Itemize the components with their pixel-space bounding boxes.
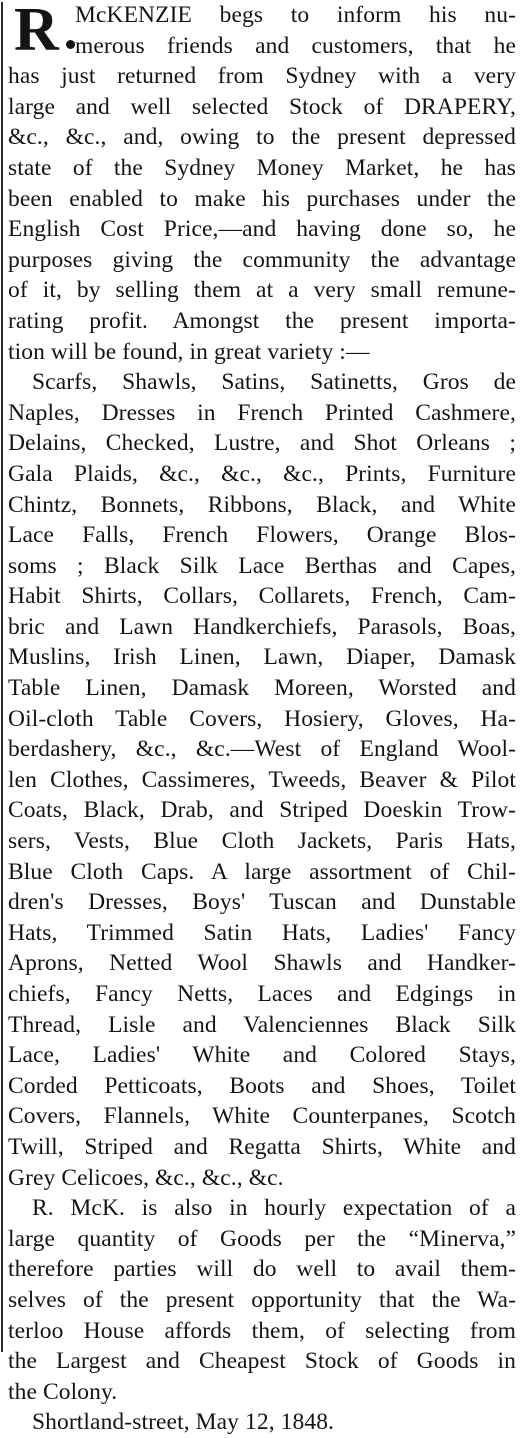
drop-cap-initial: R bbox=[14, 0, 59, 64]
advert-line: bric and Lawn Handkerchiefs, Parasols, Boas, bbox=[8, 613, 516, 640]
advert-line: Hats, Trimmed Satin Hats, Ladies' Fancy bbox=[8, 919, 516, 946]
advert-line: Scarfs, Shawls, Satins, Satinetts, Gros de bbox=[32, 369, 516, 396]
advert-line: Blue Cloth Caps. A large assortment of Chil- bbox=[8, 858, 516, 885]
advert-line: Lace Falls, French Flowers, Orange Blos- bbox=[8, 522, 516, 549]
advert-line: terloo House affords them, of selecting from bbox=[8, 1317, 516, 1344]
advert-line: Lace, Ladies' White and Colored Stays, bbox=[8, 1042, 516, 1069]
advert-line: Gala Plaids, &c., &c., &c., Prints, Furniture bbox=[8, 460, 516, 487]
advert-line: soms ; Black Silk Lace Berthas and Capes, bbox=[8, 552, 516, 579]
advert-line: Chintz, Bonnets, Ribbons, Black, and White bbox=[8, 491, 516, 518]
advert-line: Grey Celicoes, &c., &c., &c. bbox=[8, 1164, 284, 1191]
advert-line: the Colony. bbox=[8, 1378, 118, 1405]
advert-line: sers, Vests, Blue Cloth Jackets, Paris Hats, bbox=[8, 828, 516, 855]
advert-line: selves of the present opportunity that the Wa- bbox=[8, 1286, 516, 1313]
advert-line: been enabled to make his purchases under the bbox=[8, 185, 516, 212]
advert-body bbox=[8, 0, 516, 1438]
advert-line: large and well selected Stock of DRAPERY, bbox=[8, 93, 516, 120]
advert-line: English Cost Price,—and having done so, he bbox=[8, 216, 516, 243]
column-rule bbox=[1, 2, 3, 1352]
advert-line: therefore parties will do well to avail them- bbox=[8, 1256, 516, 1283]
advert-line: Delains, Checked, Lustre, and Shot Orleans ; bbox=[8, 430, 516, 457]
advert-line: has just returned from Sydney with a very bbox=[8, 63, 516, 90]
advert-line: state of the Sydney Money Market, he has bbox=[8, 154, 516, 181]
advert-line: Aprons, Netted Wool Shawls and Handker- bbox=[8, 950, 516, 977]
advert-line: McKENZIE begs to inform his nu- bbox=[75, 2, 516, 28]
advert-line: purposes giving the community the advantage bbox=[8, 246, 516, 273]
advert-line: R. McK. is also in hourly expectation of a bbox=[32, 1195, 516, 1222]
advert-line: Naples, Dresses in French Printed Cashmere, bbox=[8, 399, 516, 426]
advert-line: Muslins, Irish Linen, Lawn, Diaper, Damask bbox=[8, 644, 516, 671]
advert-line: dren's Dresses, Boys' Tuscan and Dunstable bbox=[8, 889, 516, 916]
advert-line: &c., &c., and, owing to the present depressed bbox=[8, 124, 516, 151]
advert-line: tion will be found, in great variety :— bbox=[8, 338, 370, 365]
advert-line: merous friends and customers, that he bbox=[75, 32, 516, 59]
advert-line: chiefs, Fancy Netts, Laces and Edgings in bbox=[8, 981, 516, 1007]
advert-line: large quantity of Goods per the “Minerva,” bbox=[8, 1225, 516, 1252]
advert-line: len Clothes, Cassimeres, Tweeds, Beaver & Pilot bbox=[8, 766, 516, 793]
advert-signature-line: Shortland-street, May 12, 1848. bbox=[32, 1409, 335, 1436]
advert-line: rating profit. Amongst the present importa- bbox=[8, 307, 516, 334]
advert-line: Twill, Striped and Regatta Shirts, White and bbox=[8, 1133, 516, 1160]
advert-line: Coats, Black, Drab, and Striped Doeskin Trow- bbox=[8, 797, 516, 824]
advert-line: Corded Petticoats, Boots and Shoes, Toilet bbox=[8, 1072, 516, 1099]
advert-line: Oil-cloth Table Covers, Hosiery, Gloves, Ha- bbox=[8, 705, 516, 732]
advert-line: Thread, Lisle and Valenciennes Black Silk bbox=[8, 1011, 516, 1038]
advert-line: Habit Shirts, Collars, Collarets, French, Cam- bbox=[8, 583, 516, 610]
advert-line: of it, by selling them at a very small remune- bbox=[8, 277, 516, 304]
advert-line: the Largest and Cheapest Stock of Goods in bbox=[8, 1348, 516, 1375]
advert-line: Table Linen, Damask Moreen, Worsted and bbox=[8, 675, 516, 702]
advert-line: berdashery, &c., &c.—West of England Wool- bbox=[8, 736, 516, 763]
advert-line: Covers, Flannels, White Counterpanes, Scotch bbox=[8, 1103, 516, 1130]
